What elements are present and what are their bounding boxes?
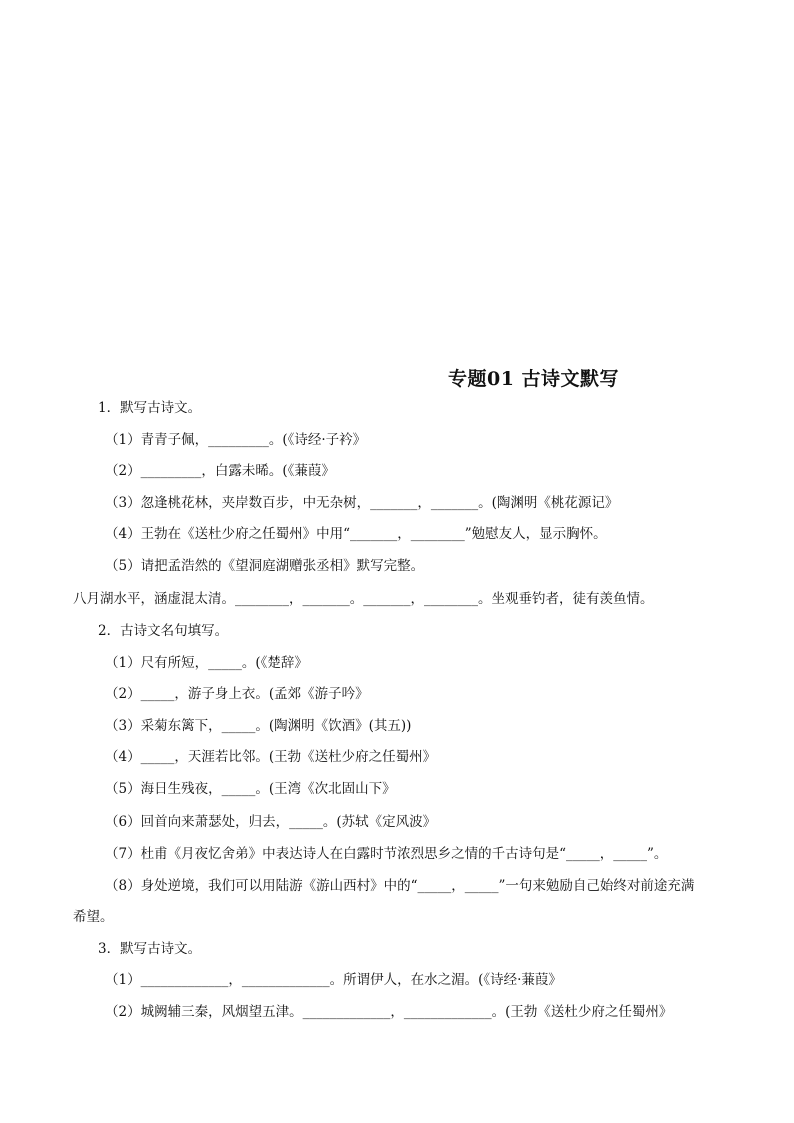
question-2-item-3: （3）采菊东篱下，_____。(陶渊明《饮酒》(其五)) [105,718,412,734]
question-2-item-5: （5）海日生残夜，_____。(王湾《次北固山下》 [105,781,396,797]
question-2-item-8: （8）身处逆境，我们可以用陆游《游山西村》中的“_____，_____”一句来勉励自己始终对前途充满 [105,878,695,894]
question-3-heading: 3．默写古诗文。 [98,941,202,957]
question-2-item-8-continuation: 希望。 [73,909,114,925]
question-2-item-4: （4）_____，天涯若比邻。(王勃《送杜少府之任蜀州》 [105,749,437,765]
question-1-item-5-poem: 八月湖水平，涵虚混太清。________，_______。_______，________。坐观垂钓者，徒有羡鱼情。 [73,591,654,607]
question-3-item-1: （1）_____________，_____________。所谓伊人，在水之湄。(《诗经·蒹葭》 [105,972,562,988]
question-1-item-4: （4）王勃在《送杜少府之任蜀州》中用“_______，________”勉慰友人，显示胸怀。 [105,526,607,542]
question-2-heading: 2．古诗文名句填写。 [98,623,229,639]
question-2-item-6: （6）回首向来萧瑟处，归去，_____。(苏轼《定风波》 [105,814,437,830]
question-2-item-7: （7）杜甫《月夜忆舍弟》中表达诗人在白露时节浓烈思乡之情的千古诗句是“_____，_____”。 [105,846,668,862]
question-1-heading: 1．默写古诗文。 [98,400,202,416]
question-3-item-2: （2）城阙辅三秦，风烟望五津。_____________，_____________。(王勃《送杜少府之任蜀州》 [105,1004,673,1020]
question-1-item-5: （5）请把孟浩然的《望洞庭湖赠张丞相》默写完整。 [105,558,425,574]
question-1-item-3: （3）忽逢桃花林，夹岸数百步，中无杂树，_______，_______。(陶渊明《桃花源记》 [105,495,619,511]
question-2-item-2: （2）_____，游子身上衣。(孟郊《游子吟》 [105,686,369,702]
question-2-item-1: （1）尺有所短，_____。(《楚辞》 [105,655,308,671]
question-1-item-1: （1）青青子佩，_________。(《诗经·子衿》 [105,432,367,448]
question-1-item-2: （2）_________，白露未晞。(《蒹葭》 [105,463,335,479]
page-title: 专题01 古诗文默写 [448,368,620,390]
